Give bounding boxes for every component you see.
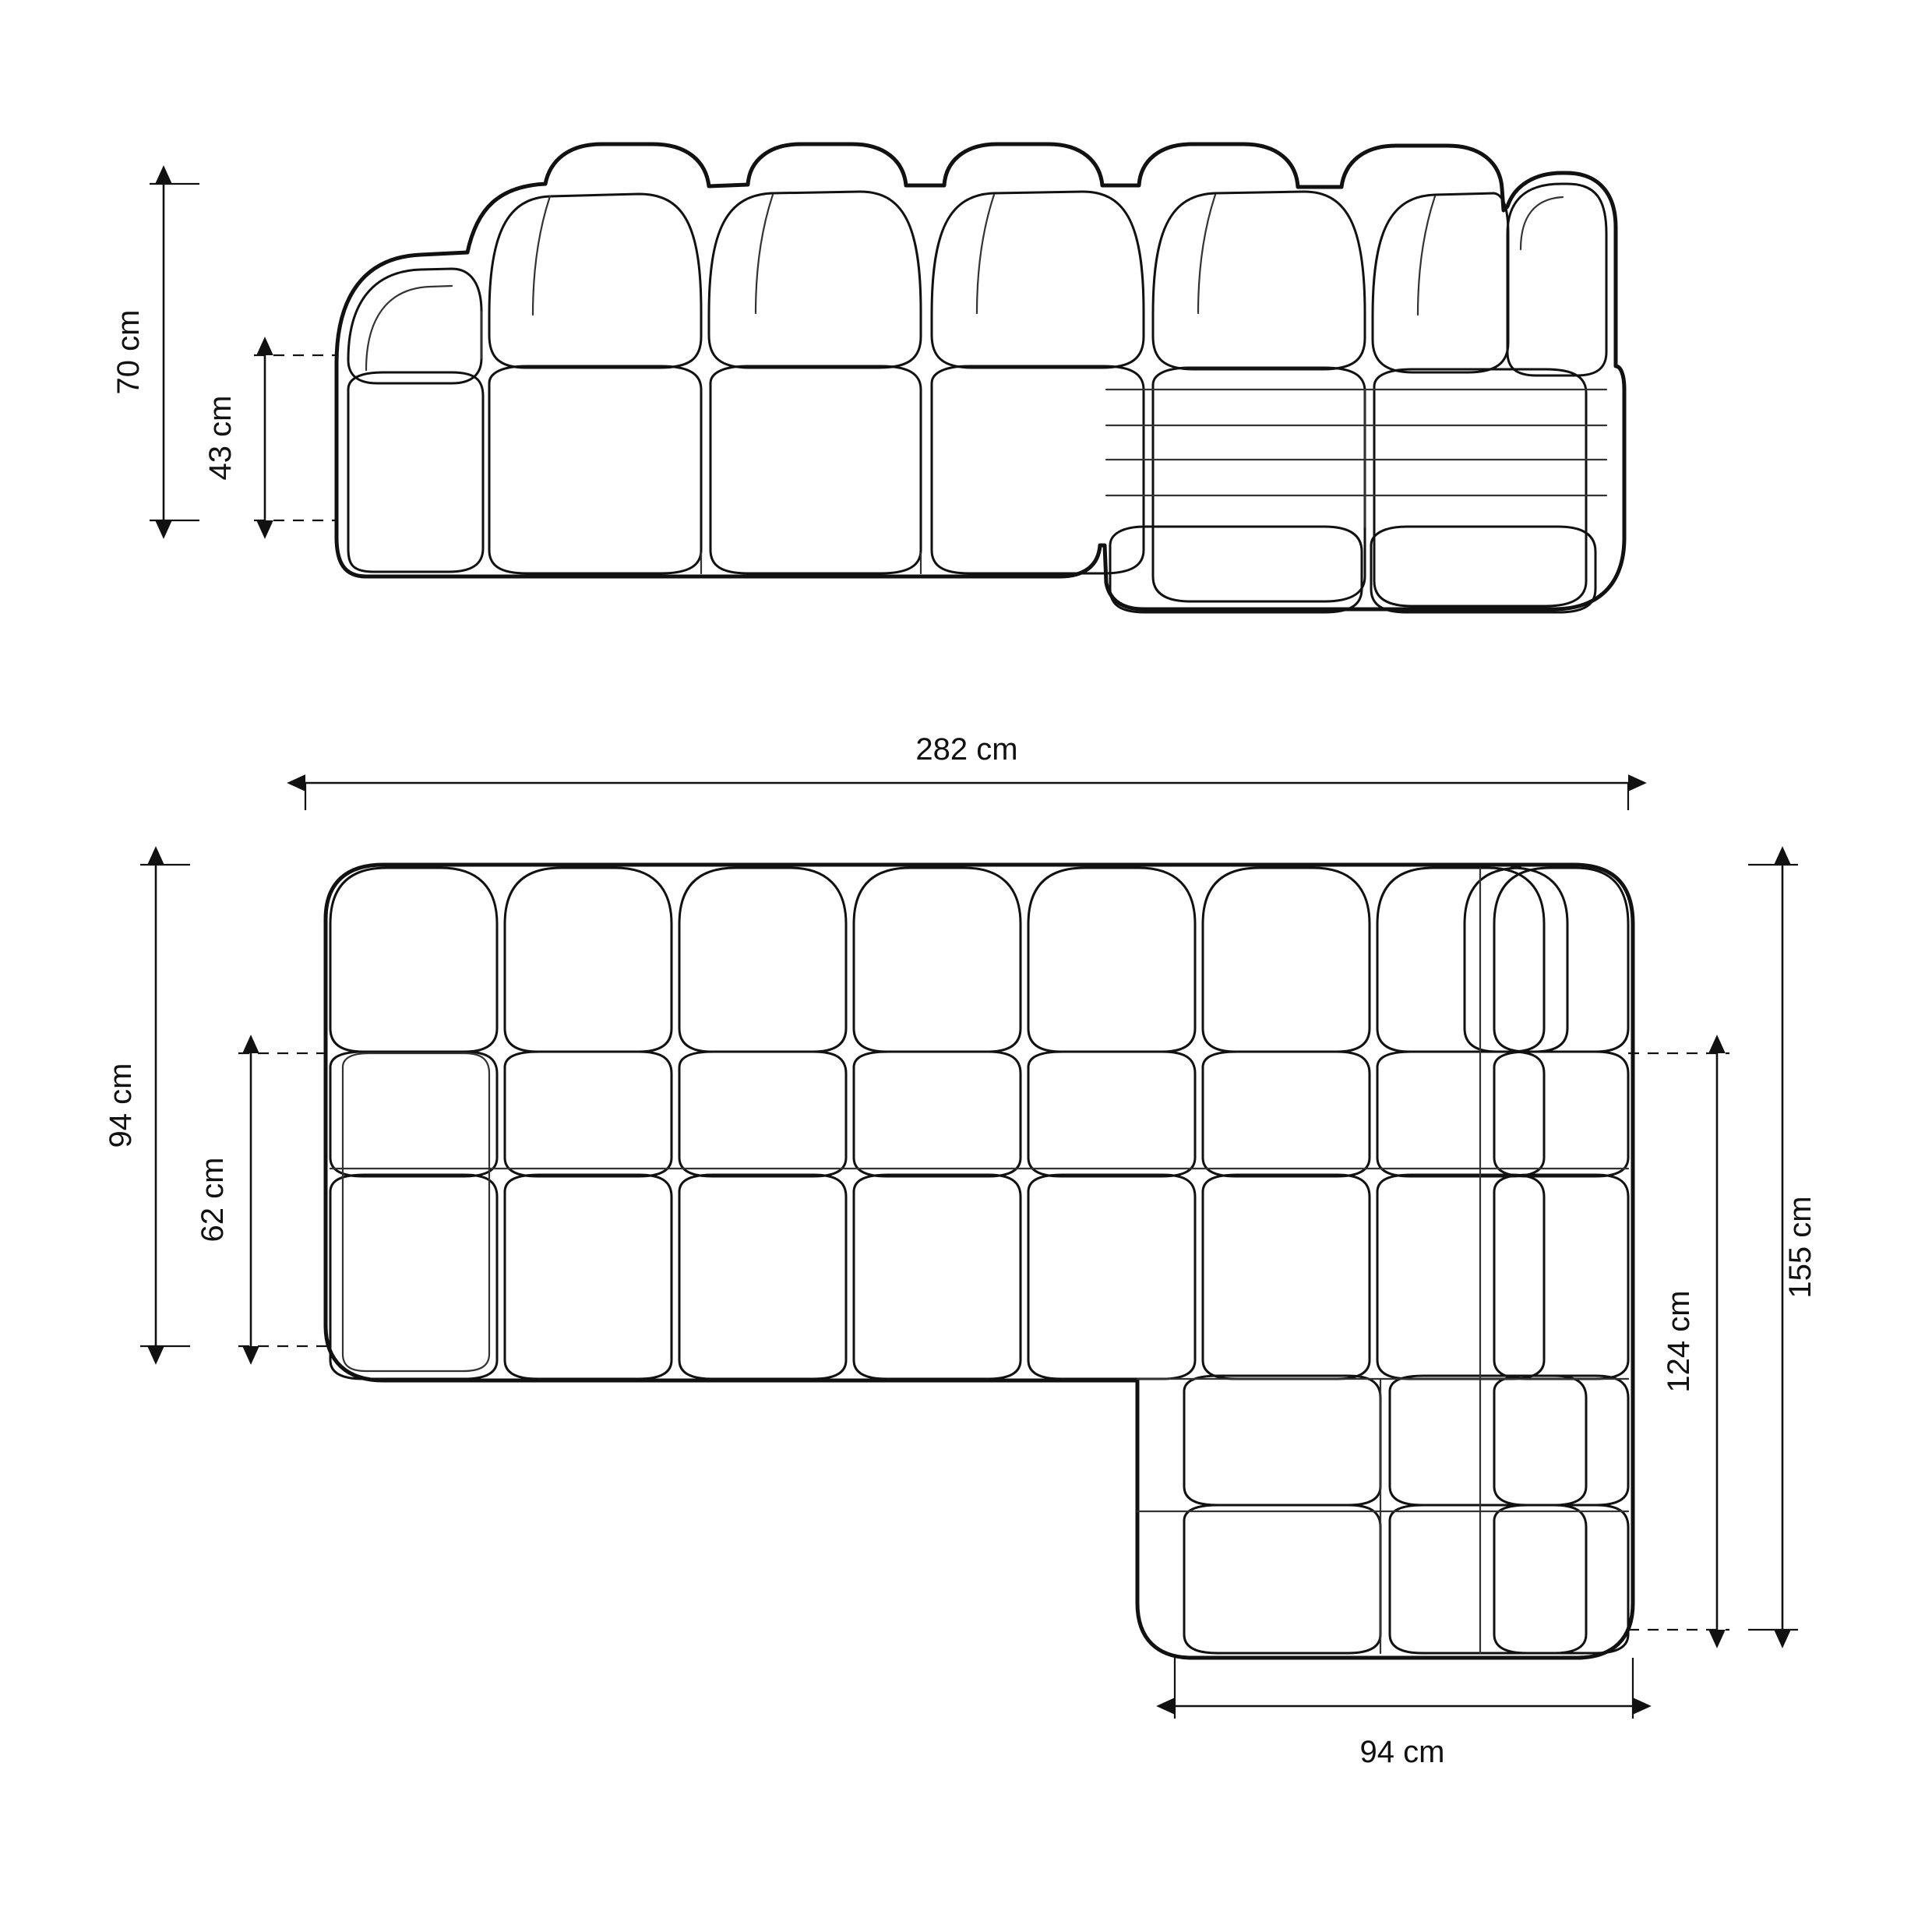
dim-label-282: 282 cm [915, 732, 1018, 767]
dim-label-94-width: 94 cm [1359, 1735, 1445, 1769]
dim-depth-94 [104, 865, 190, 1346]
dim-label-70: 70 cm [111, 309, 146, 395]
dim-height-70 [111, 184, 199, 520]
dim-label-62: 62 cm [196, 1157, 230, 1243]
dim-depth-62 [196, 1053, 330, 1346]
dim-label-94-depth: 94 cm [104, 1063, 138, 1148]
dim-length-124 [1628, 1053, 1729, 1630]
dim-label-43: 43 cm [203, 395, 238, 481]
dim-label-155: 155 cm [1783, 1196, 1817, 1299]
dim-width-94 [1175, 1658, 1633, 1769]
dim-label-124: 124 cm [1662, 1290, 1696, 1393]
dim-height-43 [203, 355, 337, 520]
top-view-sofa [326, 865, 1633, 1658]
dim-length-155 [1748, 865, 1817, 1630]
dim-width-282 [305, 732, 1628, 810]
front-view-sofa [337, 144, 1624, 612]
